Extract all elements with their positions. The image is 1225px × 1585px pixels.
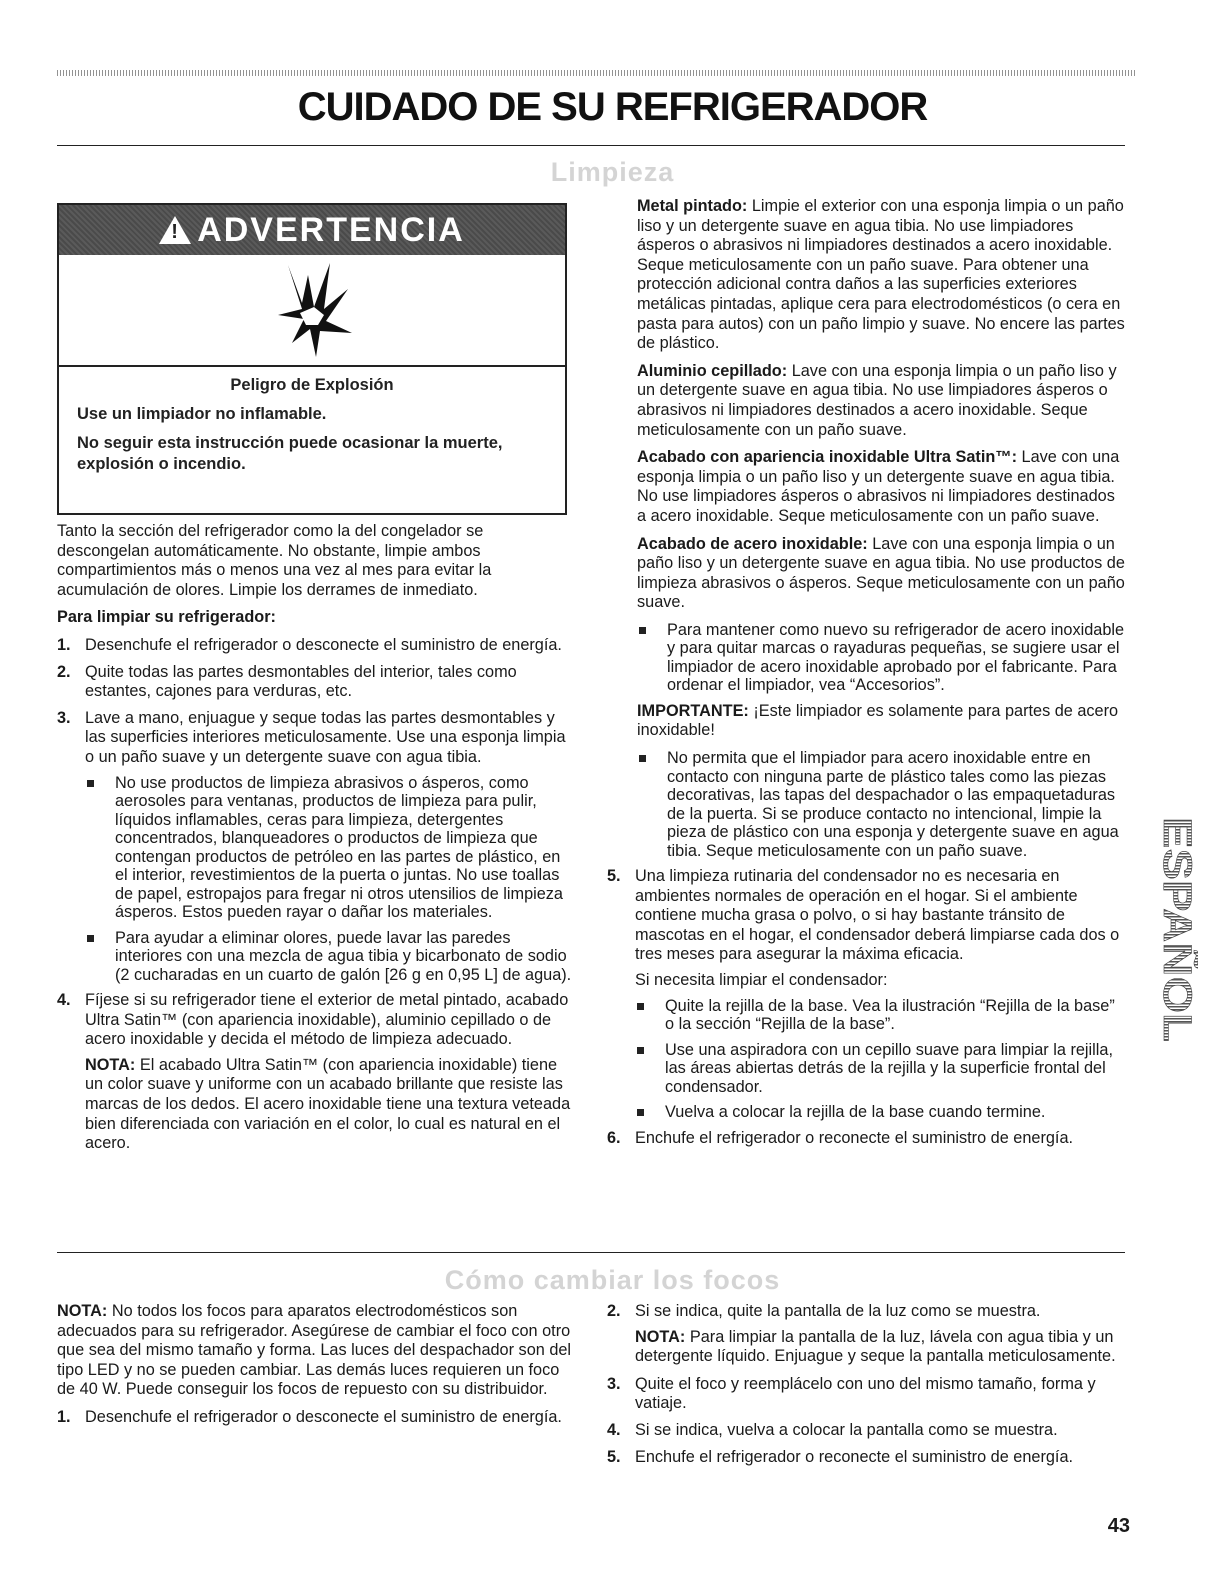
aluminum-text: Lave con una esponja limpia o un paño liso y un detergente suave en agua tibia. No use limpiadores ásperos o abrasivos ni limpiadores destinados a acero inoxidable. Seque meticulosamente con un paño suave.: [637, 361, 1117, 439]
step-text: Enchufe el refrigerador o reconecte el suministro de energía.: [635, 1447, 1074, 1466]
metal-text: Limpie el exterior con una esponja limpia o un paño liso y un detergente suave en agua tibia. No use limpiadores ásperos o abrasivos ni limpiadores destinados a acero inoxidable. Seque meticulosamente con un paño suave. Para obtener una protección adicional contra daños a las superficies exteriores metálicas pintadas, aplique cera para electrodomésticos (o cera en pasta para autos) con un paño limpio y suave. No encere las partes de plástico.: [637, 197, 1125, 353]
list-item: [607, 1448, 1127, 1468]
step-text: Lave a mano, enjuague y seque todas las partes desmontables y las superficies interiores meticulosamente. Use una esponja limpia o un paño suave y un detergente suave con agua tibia.: [85, 708, 566, 766]
bulbs-left-column: [57, 1302, 577, 1435]
step-number: 4.: [57, 991, 71, 1010]
step-text: Desenchufe el refrigerador o desconecte el suministro de energía.: [85, 1407, 562, 1426]
cleaning-steps: [57, 636, 577, 1154]
step-text: Enchufe el refrigerador o reconecte el suministro de energía.: [635, 1128, 1074, 1147]
warning-line-2: No seguir esta instrucción puede ocasionar la muerte, explosión o incendio.: [77, 434, 503, 473]
bulbs-right-column: [607, 1302, 1127, 1474]
left-column: [57, 522, 577, 1162]
step-text: Fíjese si su refrigerador tiene el exterior de metal pintado, acabado Ultra Satin™ (con apariencia inoxidable), aluminio cepillado o de acero inoxidable y decida el método de limpieza adecuado.: [85, 991, 569, 1049]
cleaning-heading: Para limpiar su refrigerador:: [57, 608, 276, 627]
page-number: 43: [1107, 1515, 1130, 1537]
note-text: Para limpiar la pantalla de la luz, lávela con agua tibia y un detergente líquido. Enjuague y seque la pantalla meticulosamente.: [635, 1327, 1116, 1366]
bulbs-steps-left: [57, 1408, 577, 1428]
bullet-list: [637, 749, 1127, 860]
list-item: [607, 1375, 1127, 1414]
bullet-item: Use una aspiradora con un cepillo suave para limpiar la rejilla, las áreas abiertas detrás de la rejilla y la superficie frontal del condensador.: [635, 1041, 1127, 1097]
bulbs-steps-right: [607, 1302, 1127, 1467]
warning-box: [57, 203, 567, 515]
bulbs-note-2: [635, 1328, 1127, 1367]
note-label: NOTA:: [635, 1327, 686, 1346]
important-label: IMPORTANTE:: [637, 701, 749, 720]
satin-paragraph: [637, 448, 1127, 526]
aluminum-label: Aluminio cepillado:: [637, 361, 788, 380]
language-tab: [1150, 815, 1198, 1045]
steel-text: Lave con una esponja limpia o un paño liso y un detergente suave en agua tibia. No use productos de limpieza abrasivos o ásperos. Seque meticulosamente con un paño suave.: [637, 534, 1125, 612]
right-column: [607, 197, 1127, 1155]
note-text: El acabado Ultra Satin™ (con apariencia inoxidable) tiene un color suave y uniforme con un acabado brillante que resiste las marcas de los dedos. El acero inoxidable tiene una textura veteada bien diferenciada con variación en el color, lo cual es natural en el acero.: [85, 1055, 571, 1153]
section-title-focos: Cómo cambiar los focos: [444, 1265, 781, 1295]
note-label: NOTA:: [85, 1055, 136, 1074]
metal-label: Metal pintado:: [637, 197, 748, 215]
list-item: [607, 1302, 1127, 1367]
step-number: 2.: [607, 1302, 621, 1320]
step-text: Si se indica, quite la pantalla de la luz como se muestra.: [635, 1302, 1041, 1320]
step-text: Desenchufe el refrigerador o desconecte el suministro de energía.: [85, 635, 562, 654]
warning-pictogram: [59, 255, 565, 367]
steel-label: Acabado de acero inoxidable:: [637, 534, 868, 553]
warning-hazard: Peligro de Explosión: [230, 376, 394, 394]
step-number: 2.: [57, 662, 71, 681]
steel-paragraph: [637, 535, 1127, 613]
warning-triangle-icon: [159, 216, 191, 244]
bulbs-note: [57, 1302, 577, 1400]
metal-paragraph: [637, 197, 1127, 354]
satin-text: Lave con una esponja limpia o un paño liso y un detergente suave en agua tibia. No use limpiadores ásperos o abrasivos ni limpiadores destinados a acero inoxidable. Seque meticulosamente con un paño suave.: [637, 448, 1120, 525]
list-item: [607, 1129, 1127, 1149]
step-number: 3.: [607, 1374, 621, 1393]
step-number: 1.: [57, 1407, 71, 1426]
top-dotted-rule: [57, 70, 1135, 76]
important-paragraph: [637, 702, 1127, 741]
list-item: [57, 1408, 577, 1428]
step-text: Una limpieza rutinaria del condensador no es necesaria en ambientes normales de operación en el hogar. Si el ambiente contiene mucha grasa o polvo, o si hay bastante tránsito de mascotas en el hogar, el condensador deberá limpiarse cada dos o tres meses para asegurar la máxima eficacia.: [635, 867, 1120, 964]
bullet-list: [85, 774, 577, 985]
section-rule: [57, 1252, 1125, 1253]
step-number: 5.: [607, 867, 621, 886]
step-text: Quite el foco y reemplácelo con uno del mismo tamaño, forma y vatiaje.: [635, 1374, 1096, 1413]
aluminum-paragraph: [637, 362, 1127, 440]
title-rule: [57, 145, 1125, 146]
list-item: [57, 636, 577, 656]
page-title: CUIDADO DE SU REFRIGERADOR: [297, 85, 928, 129]
step-text: Si se indica, vuelva a colocar la pantalla como se muestra.: [635, 1420, 1058, 1439]
bullet-item: No permita que el limpiador para acero inoxidable entre en contacto con ninguna parte de plástico tales como las piezas decorativas, las tapas del despachador o las empaquetaduras de la puerta. Si se produce contacto no intencional, limpie la pieza de plástico con una esponja y detergente suave en agua tibia. Seque meticulosamente con un paño suave.: [637, 749, 1127, 860]
bullet-item: Para ayudar a eliminar olores, puede lavar las paredes interiores con una mezcla de agua tibia y bicarbonato de sodio (2 cucharadas en un cuarto de galón [26 g en 0,95 L] de agua).: [85, 929, 577, 985]
list-item: [607, 1421, 1127, 1441]
bullet-item: Vuelva a colocar la rejilla de la base cuando termine.: [635, 1103, 1127, 1122]
satin-label: Acabado con apariencia inoxidable Ultra Satin™:: [637, 448, 1017, 467]
explosion-icon: [274, 263, 354, 358]
list-item: [57, 709, 577, 984]
step-number: 6.: [607, 1128, 621, 1147]
note-text: No todos los focos para aparatos electrodomésticos son adecuados para su refrigerador. Asegúrese de cambiar el foco con otro que sea del mismo tamaño y forma. Las luces del despachador son del tipo LED y no se pueden cambiar. Las demás luces requieren un foco de 40 W. Puede conseguir los focos de repuesto con su distribuidor.: [57, 1302, 572, 1399]
note-paragraph: [85, 1056, 577, 1154]
step-number: 4.: [607, 1420, 621, 1439]
list-item: [57, 663, 577, 702]
language-tab-graphic: [1150, 815, 1198, 1045]
condenser-intro: Si necesita limpiar el condensador:: [635, 971, 888, 990]
intro-paragraph: Tanto la sección del refrigerador como la del congelador se descongelan automáticamente. No obstante, limpie ambos compartimientos más o menos una vez al mes para evitar la acumulación de olores. Limpie los derrames de inmediato.: [57, 522, 492, 599]
bullet-item: Quite la rejilla de la base. Vea la ilustración “Rejilla de la base” o la sección “Rejilla de la base”.: [635, 997, 1127, 1034]
warning-header: [59, 205, 565, 255]
bullet-item: Para mantener como nuevo su refrigerador de acero inoxidable y para quitar marcas o rayaduras pequeñas, se sugiere usar el limpiador de acero inoxidable aprobado por el fabricante. Para ordenar el limpiador, vea “Accesorios”.: [637, 621, 1127, 695]
list-item: [57, 991, 577, 1154]
step-number: 3.: [57, 708, 71, 727]
note-label: NOTA:: [57, 1302, 108, 1320]
bullet-list: [637, 621, 1127, 695]
language-tab-text: ESPAÑOL: [1155, 817, 1198, 1008]
list-item: [607, 867, 1127, 1122]
step-number: 5.: [607, 1447, 621, 1466]
step-text: Quite todas las partes desmontables del interior, tales como estantes, cajones para verduras, etc.: [85, 662, 517, 701]
condenser-steps: [607, 867, 1127, 1148]
section-title-limpieza: Limpieza: [550, 157, 675, 187]
warning-header-label: ADVERTENCIA: [197, 210, 465, 249]
bullet-item: No use productos de limpieza abrasivos o ásperos, como aerosoles para ventanas, productos de limpieza para pulir, líquidos inflamables, ceras para limpieza, detergentes concentrados, blanqueadores o productos de limpieza que contengan productos de petróleo en las partes de plástico, en el interior, revestimientos de la puerta o juntas. No use toallas de papel, estropajos para fregar ni otros utensilios de limpieza ásperos. Estos pueden rayar o dañar los materiales.: [85, 774, 577, 922]
important-text: ¡Este limpiador es solamente para partes de acero inoxidable!: [637, 701, 1119, 740]
warning-line-1: Use un limpiador no inflamable.: [77, 405, 327, 423]
step-number: 1.: [57, 635, 71, 654]
bullet-list: [635, 997, 1127, 1122]
warning-text: [59, 367, 565, 491]
